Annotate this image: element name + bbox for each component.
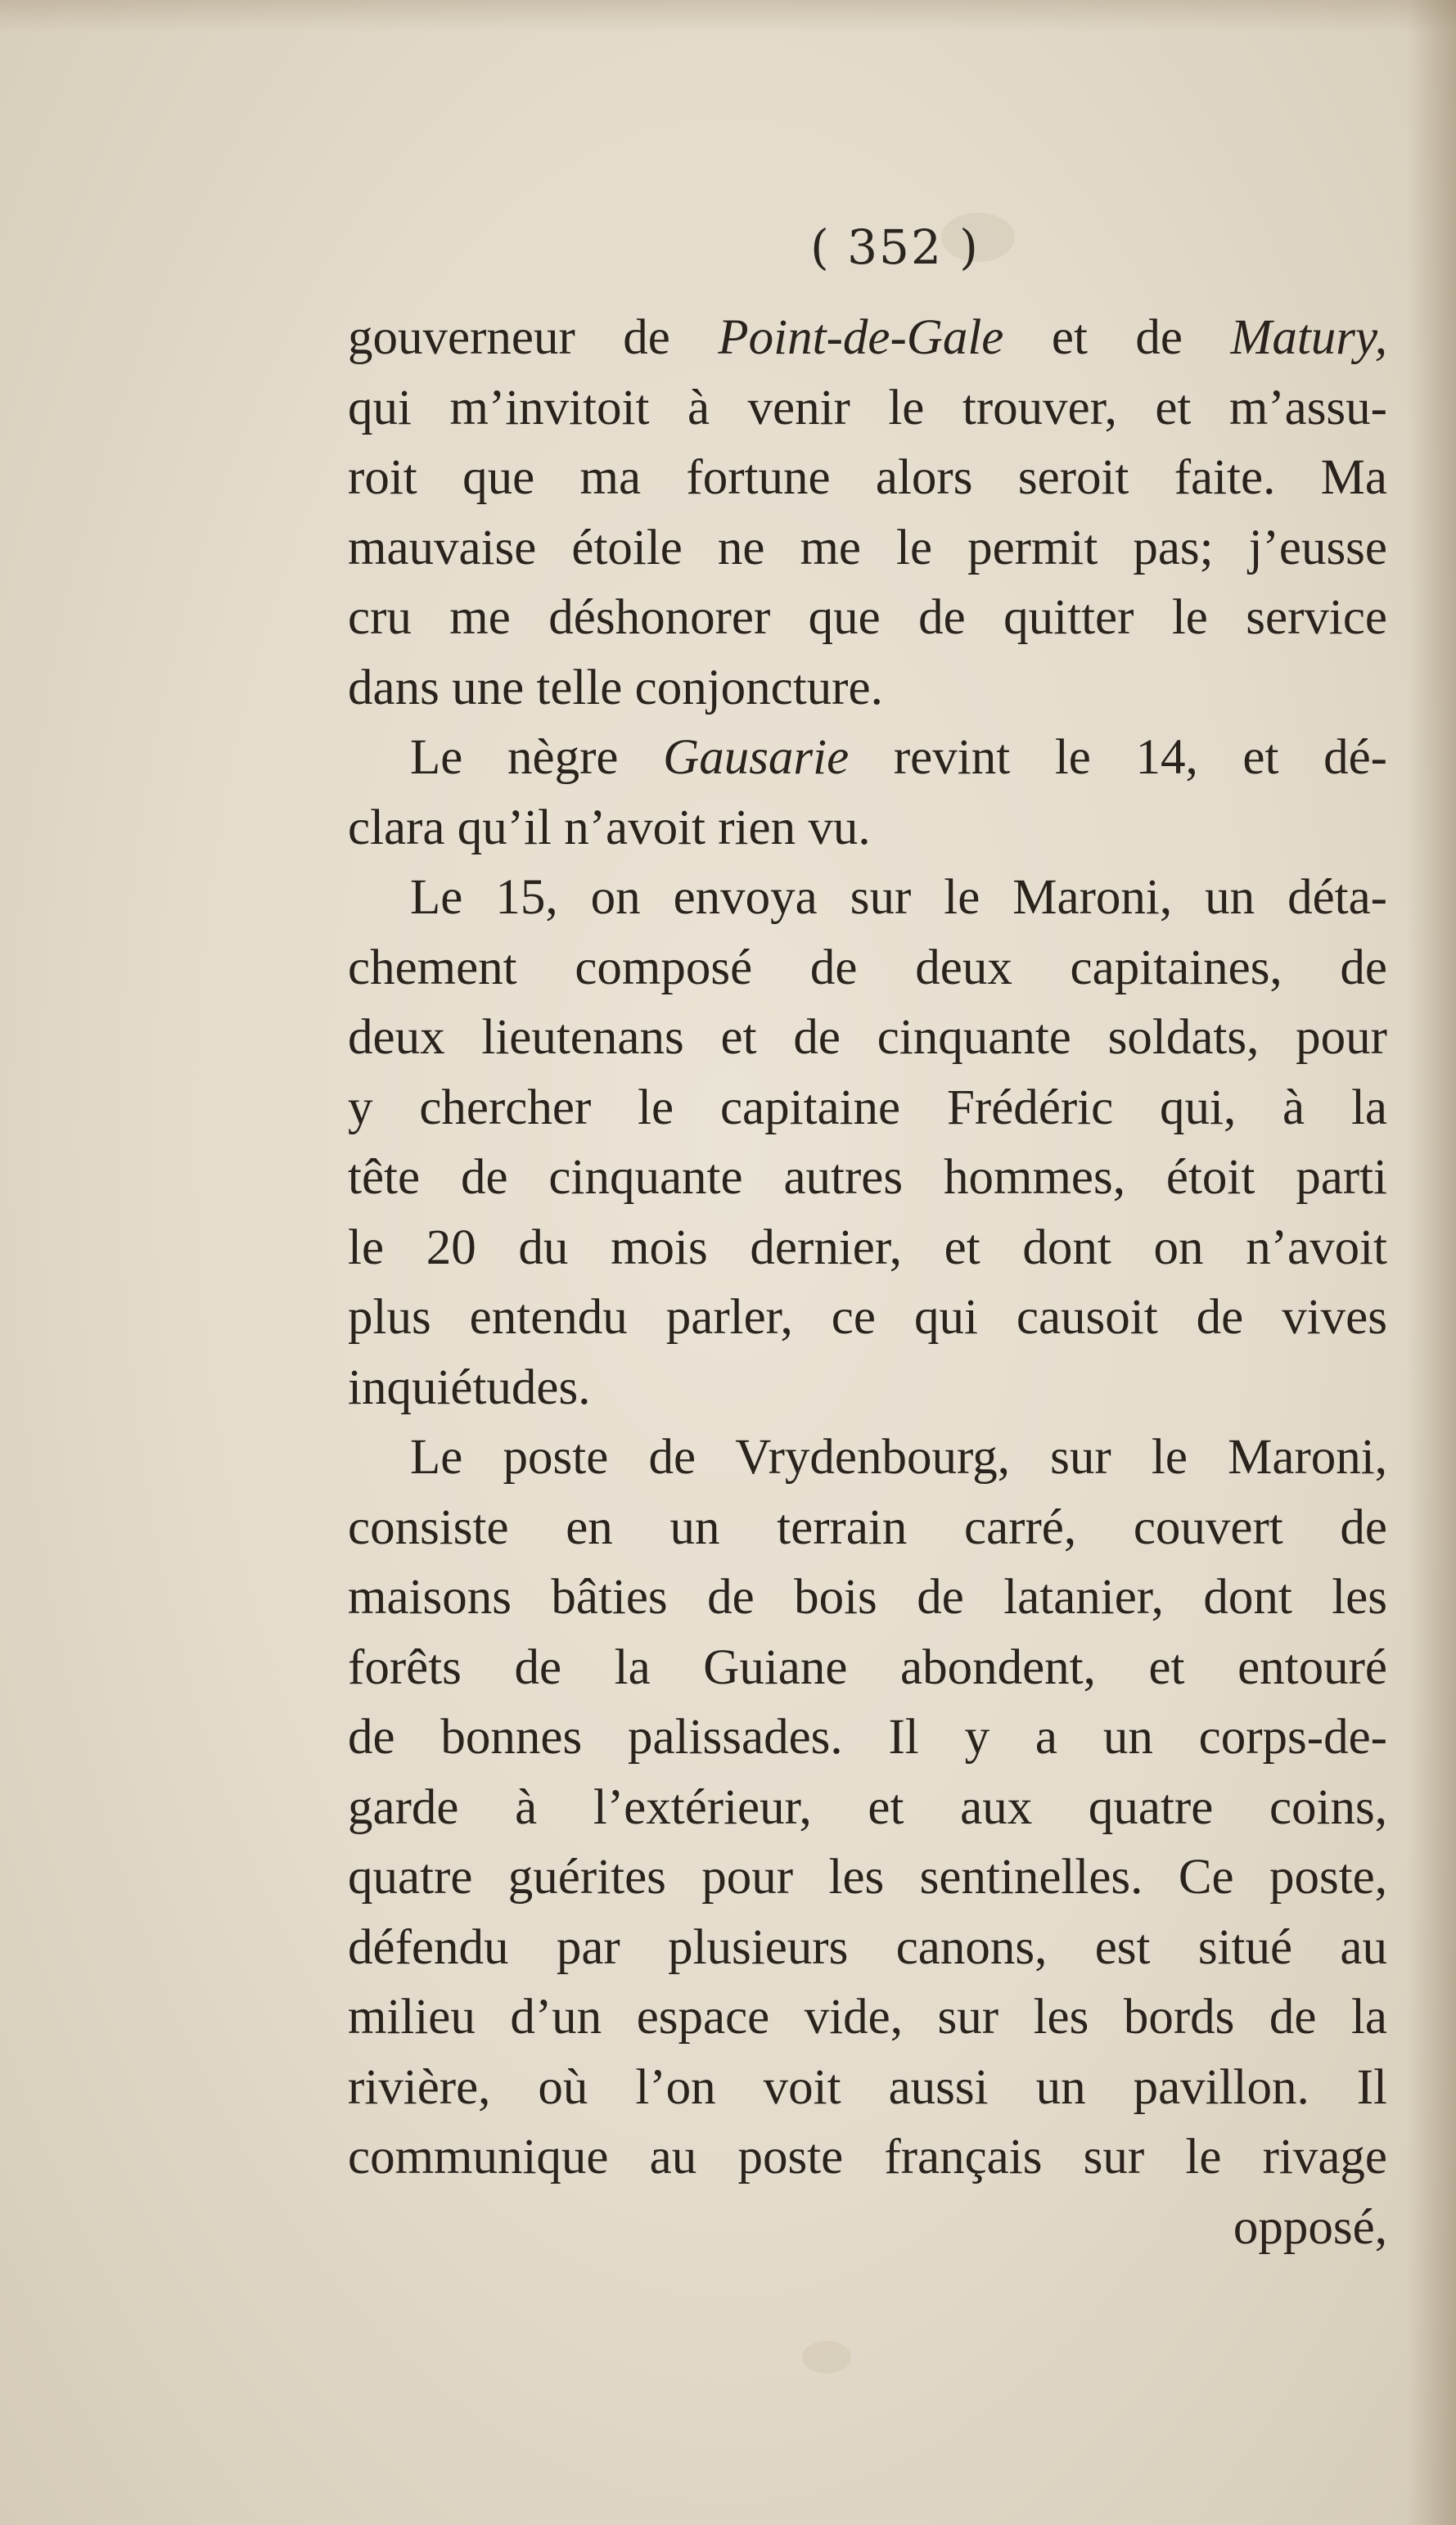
text-span: et de — [1003, 310, 1231, 365]
text-span: opposé, — [1233, 2199, 1387, 2255]
text-line — [348, 1283, 1387, 1353]
text-line — [348, 1633, 1387, 1703]
text-line — [348, 2053, 1387, 2123]
text-line — [348, 1493, 1387, 1563]
text-line — [348, 1143, 1387, 1213]
text-span: garde à l’extérieur, et aux quatre coins, — [348, 1779, 1387, 1835]
text-span: dans une telle conjoncture. — [348, 660, 883, 715]
text-span: forêts de la Guiane abondent, et entouré — [348, 1639, 1387, 1695]
text-line — [348, 793, 1387, 863]
text-line — [348, 1842, 1387, 1913]
text-line — [348, 1702, 1387, 1773]
catchword-line — [348, 2193, 1387, 2263]
text-span: clara qu’il n’avoit rien vu. — [348, 800, 871, 855]
text-span: le 20 du mois dernier, et dont on n’avoit — [348, 1220, 1387, 1275]
text-span: deux lieutenans et de cinquante soldats, pour — [348, 1010, 1387, 1065]
text-span: communique au poste français sur le rivage — [348, 2130, 1387, 2185]
text-span: qui m’invitoit à venir le trouver, et m’assu- — [348, 380, 1387, 435]
text-line — [348, 653, 1387, 724]
text-span: maisons bâties de bois de latanier, dont les — [348, 1570, 1387, 1625]
text-line — [348, 1562, 1387, 1633]
text-span: tête de cinquante autres hommes, étoit parti — [348, 1150, 1387, 1205]
italic-text: Point-de-Gale — [718, 310, 1004, 365]
text-span: y chercher le capitaine Frédéric qui, à la — [348, 1080, 1387, 1135]
text-line — [348, 443, 1387, 513]
text-span: Le poste de Vrydenbourg, sur le Maroni, — [410, 1430, 1387, 1485]
text-span: quatre guérites pour les sentinelles. Ce poste, — [348, 1850, 1387, 1905]
text-span: défendu par plusieurs canons, est situé au — [348, 1919, 1387, 1975]
text-line — [348, 863, 1387, 933]
text-span: revint le 14, et dé- — [849, 730, 1387, 785]
page-edge-shadow — [1407, 0, 1456, 2525]
text-line — [348, 303, 1387, 373]
text-span: milieu d’un espace vide, sur les bords de la — [348, 1990, 1387, 2045]
text-span: chement composé de deux capitaines, de — [348, 940, 1387, 995]
text-line — [348, 1003, 1387, 1073]
text-span: rivière, où l’on voit aussi un pavillon. Il — [348, 2059, 1387, 2115]
text-span: roit que ma fortune alors seroit faite. Ma — [348, 450, 1387, 505]
text-line — [348, 1982, 1387, 2053]
text-span: inquiétudes. — [348, 1359, 591, 1415]
text-line — [348, 1913, 1387, 1983]
text-line — [348, 1773, 1387, 1843]
text-line — [348, 1073, 1387, 1143]
text-span: mauvaise étoile ne me le permit pas; j’eusse — [348, 520, 1387, 575]
text-line — [348, 1353, 1387, 1423]
paper-stain — [802, 2341, 851, 2374]
text-span: consiste en un terrain carré, couvert de — [348, 1499, 1387, 1555]
text-span: Le 15, on envoya sur le Maroni, un déta- — [410, 870, 1387, 925]
text-span: de bonnes palissades. Il y a un corps-de- — [348, 1710, 1387, 1765]
text-line — [348, 2122, 1387, 2193]
italic-text: Matury, — [1230, 310, 1387, 365]
text-line — [348, 1423, 1387, 1493]
body-text — [348, 303, 1387, 2262]
page-number: ( 352 ) — [810, 219, 980, 275]
text-line — [348, 373, 1387, 444]
italic-text: Gausarie — [663, 730, 850, 785]
text-span: gouverneur de — [348, 310, 719, 365]
text-line — [348, 723, 1387, 793]
text-line — [348, 583, 1387, 653]
text-line — [348, 1213, 1387, 1283]
text-span: Le nègre — [410, 730, 664, 785]
page-top-shadow — [0, 0, 1456, 33]
text-span: plus entendu parler, ce qui causoit de vives — [348, 1290, 1387, 1345]
text-line — [348, 933, 1387, 1003]
text-line — [348, 513, 1387, 584]
text-span: cru me déshonorer que de quitter le service — [348, 590, 1387, 645]
